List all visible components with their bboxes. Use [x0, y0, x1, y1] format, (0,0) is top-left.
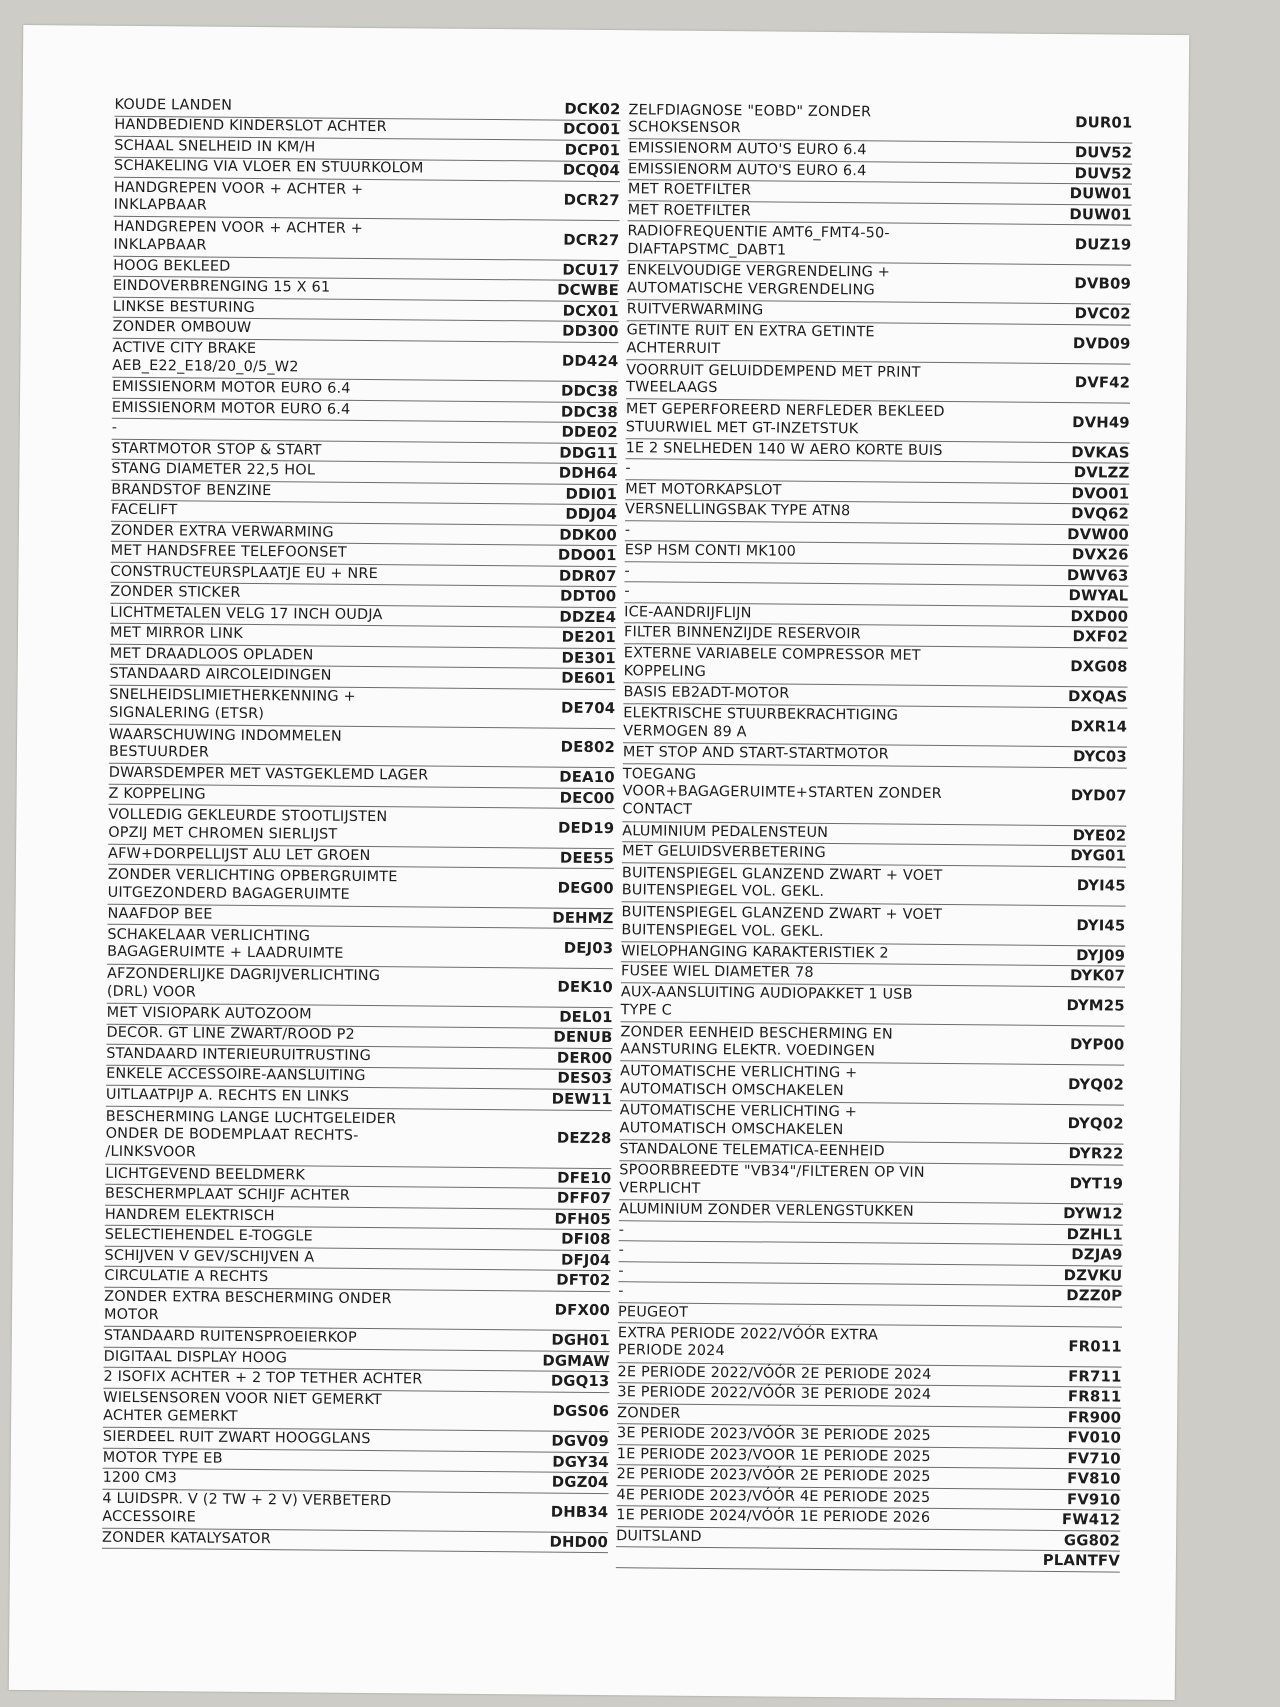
option-description: 4E PERIODE 2023/VÓÓR 4E PERIODE 2025 — [616, 1486, 931, 1506]
option-code: DYI45 — [1076, 916, 1126, 935]
option-description: MET STOP AND START-STARTMOTOR — [622, 744, 889, 763]
option-description: GETINTE RUIT EN EXTRA GETINTE ACHTERRUIT — [626, 322, 875, 357]
table-row — [108, 865, 614, 909]
option-code: FV010 — [1067, 1429, 1122, 1447]
option-description: EXTRA PERIODE 2022/VÓÓR EXTRA PERIODE 2024 — [617, 1324, 879, 1360]
option-description: WAARSCHUWING INDOMMELEN BESTUURDER — [108, 726, 343, 761]
option-description: WIELOPHANGING KARAKTERISTIEK 2 — [621, 942, 889, 962]
option-code: DXD00 — [1070, 607, 1129, 626]
option-code: DXG08 — [1070, 658, 1128, 676]
option-code: DDJ04 — [565, 505, 618, 524]
option-code: DFH05 — [554, 1210, 611, 1228]
option-description: - — [618, 1283, 624, 1300]
option-code: DE601 — [561, 669, 616, 688]
option-description: ZONDER KATALYSATOR — [102, 1529, 272, 1548]
option-description: AUX-AANSLUITING AUDIOPAKKET 1 USB TYPE C — [620, 984, 913, 1019]
option-code: DZJA9 — [1071, 1246, 1123, 1264]
table-row — [621, 983, 1125, 1027]
option-description: CIRCULATIE A RECHTS — [104, 1267, 269, 1286]
table-row — [109, 685, 615, 729]
table-row — [624, 644, 1128, 688]
table-row — [102, 1489, 608, 1533]
option-description: STANDALONE TELEMATICA-EENHEID — [619, 1141, 885, 1160]
option-code: FV810 — [1067, 1470, 1121, 1488]
option-code: DEK10 — [557, 978, 613, 997]
option-code: DVKAS — [1071, 443, 1130, 462]
table-row — [628, 100, 1132, 144]
table-row — [107, 964, 613, 1008]
option-description: HANDGREPEN VOOR + ACHTER + INKLAPBAAR — [113, 218, 364, 254]
option-description: MET MOTORKAPSLOT — [625, 481, 782, 499]
option-code: DFX00 — [554, 1301, 611, 1320]
option-description: - — [624, 522, 631, 539]
option-description: MET GELUIDSVERBETERING — [622, 843, 826, 862]
table-row — [102, 1529, 608, 1554]
option-code — [1052, 1316, 1122, 1317]
option-code: DDI01 — [565, 485, 618, 503]
option-description: EMISSIENORM AUTO'S EURO 6.4 — [628, 140, 867, 159]
option-code: DDC38 — [561, 382, 619, 401]
option-code: DYM25 — [1066, 997, 1125, 1015]
option-description: MET MIRROR LINK — [109, 624, 243, 643]
option-description: EMISSIENORM AUTO'S EURO 6.4 — [627, 161, 867, 180]
option-description: EINDOVERBRENGING 15 X 61 — [112, 277, 331, 296]
option-description: 2E PERIODE 2023/VÓÓR 2E PERIODE 2025 — [616, 1466, 931, 1485]
option-description: UITLAATPIJP A. RECHTS EN LINKS — [105, 1086, 350, 1105]
option-description: 3E PERIODE 2023/VÓÓR 3E PERIODE 2025 — [616, 1425, 932, 1444]
option-code: DCQ04 — [562, 162, 621, 180]
option-code: DZZ0P — [1066, 1287, 1123, 1305]
option-code: DCR27 — [563, 231, 620, 249]
option-code: DVC02 — [1074, 305, 1131, 323]
option-description: - — [618, 1221, 625, 1238]
option-description: ZONDER VERLICHTING OPBERGRUIMTE UITGEZONDERD BAGAGERUIMTE — [107, 866, 398, 903]
left-column — [102, 96, 621, 1554]
option-description: SCHAAL SNELHEID IN KM/H — [114, 137, 316, 156]
option-description: FILTER BINNENZIJDE RESERVOIR — [623, 624, 861, 643]
option-description: EMISSIENORM MOTOR EURO 6.4 — [112, 378, 351, 397]
option-description: MET HANDSFREE TELEFOONSET — [110, 542, 348, 561]
option-description: DUITSLAND — [616, 1527, 702, 1545]
option-code: DE301 — [561, 649, 616, 667]
option-code: DCWBE — [557, 281, 620, 300]
option-description: KOUDE LANDEN — [114, 96, 233, 114]
option-description: SCHAKELING VIA VLOER EN STUURKOLOM — [113, 158, 424, 177]
option-description: STANDAARD INTERIEURUITRUSTING — [106, 1045, 372, 1064]
option-description: ICE-AANDRIJFLIJN — [624, 604, 752, 622]
option-description: - — [625, 460, 631, 477]
option-description: EXTERNE VARIABELE COMPRESSOR MET KOPPELING — [623, 645, 921, 680]
table-row — [626, 400, 1130, 444]
option-code: DYJ09 — [1076, 946, 1126, 965]
option-code: DYI45 — [1076, 877, 1126, 895]
option-code: DED19 — [557, 819, 615, 837]
option-code: DCU17 — [562, 261, 620, 279]
option-code: DUW01 — [1069, 185, 1132, 203]
table-row — [105, 1106, 611, 1169]
option-code: DEL01 — [559, 1008, 613, 1027]
option-description: STARTMOTOR STOP & START — [111, 440, 322, 459]
option-code: DEA10 — [559, 769, 615, 787]
option-code: DUR01 — [1075, 114, 1133, 133]
option-description: ELEKTRISCHE STUURBEKRACHTIGING VERMOGEN 89 A — [623, 705, 899, 741]
option-code: DXF02 — [1072, 628, 1129, 646]
table-row — [620, 1062, 1124, 1106]
table-row — [109, 725, 615, 769]
option-description: NAAFDOP BEE — [107, 905, 213, 923]
option-code: DVH49 — [1072, 413, 1130, 432]
option-code: DVX26 — [1071, 546, 1129, 564]
option-code: DDE02 — [561, 423, 618, 442]
option-description: - — [624, 583, 630, 600]
option-code: DUV52 — [1074, 164, 1133, 183]
option-code: DYG01 — [1070, 847, 1127, 865]
option-description: SELECTIEHENDEL E-TOGGLE — [104, 1226, 313, 1245]
option-code: DXQAS — [1067, 688, 1128, 706]
option-description: ALUMINIUM PEDALENSTEUN — [622, 823, 829, 841]
option-code: DGMAW — [542, 1352, 610, 1370]
option-description: VOLLEDIG GEKLEURDE STOOTLIJSTEN OPZIJ MET CHROMEN SIERLIJST — [108, 806, 388, 843]
option-code: FR900 — [1067, 1408, 1122, 1427]
option-code: DCR27 — [563, 192, 620, 210]
option-code: DD300 — [562, 322, 619, 341]
option-description: 1E PERIODE 2024/VÓÓR 1E PERIODE 2026 — [616, 1507, 931, 1526]
option-code: DVQ62 — [1071, 505, 1130, 523]
option-description: ZELFDIAGNOSE "EOBD" ZONDER SCHOKSENSOR — [628, 101, 872, 137]
table-row — [107, 925, 613, 969]
table-row — [621, 903, 1125, 947]
option-code: FV710 — [1067, 1449, 1121, 1468]
option-description: TOEGANG VOOR+BAGAGERUIMTE+STARTEN ZONDER CONTACT — [622, 766, 942, 818]
option-code: DE201 — [561, 628, 617, 647]
option-description: BRANDSTOF BENZINE — [111, 481, 272, 499]
option-description: AFZONDERLIJKE DAGRIJVERLICHTING (DRL) VOOR — [106, 965, 381, 1001]
option-code: DDC38 — [560, 403, 619, 421]
option-description: ENKELVOUDIGE VERGRENDELING + AUTOMATISCHE VERGRENDELING — [626, 262, 891, 299]
option-description: SNELHEIDSLIMIETHERKENNING + SIGNALERING (ETSR) — [109, 686, 356, 722]
option-description: DECOR. GT LINE ZWART/ROOD P2 — [106, 1025, 355, 1044]
option-description: AFW+DORPELLIJST ALU LET GROEN — [107, 845, 371, 864]
option-description: RUITVERWARMING — [626, 301, 764, 319]
option-description: ALUMINIUM ZONDER VERLENGSTUKKEN — [618, 1201, 914, 1220]
option-description: MET ROETFILTER — [627, 202, 752, 220]
option-code: DVLZZ — [1073, 464, 1130, 482]
option-code: DDT00 — [559, 587, 617, 606]
option-description: HANDGREPEN VOOR + ACHTER + INKLAPBAAR — [113, 179, 364, 214]
option-code: DYQ02 — [1067, 1075, 1125, 1094]
option-description: STANDAARD RUITENSPROEIERKOP — [103, 1327, 357, 1347]
table-row — [113, 217, 619, 261]
option-description: AUTOMATISCHE VERLICHTING + AUTOMATISCH OMSCHAKELEN — [619, 1102, 858, 1139]
option-description: SCHIJVEN V GEV/SCHIJVEN A — [104, 1247, 315, 1266]
option-description: ENKELE ACCESSOIRE-AANSLUITING — [106, 1066, 366, 1085]
option-code: DFF07 — [556, 1189, 612, 1208]
option-code: FR811 — [1067, 1388, 1122, 1406]
option-code: DDO01 — [557, 546, 617, 565]
option-code: DZVKU — [1063, 1266, 1123, 1285]
option-description: BESCHERMING LANGE LUCHTGELEIDER ONDER DE BODEMPLAAT RECHTS- /LINKSVOOR — [105, 1108, 397, 1161]
option-description: - — [618, 1262, 624, 1279]
option-description: EMISSIENORM MOTOR EURO 6.4 — [111, 399, 351, 418]
option-description: DIGITAAL DISPLAY HOOG — [103, 1348, 288, 1366]
option-code: DGH01 — [551, 1331, 610, 1350]
table-row — [626, 321, 1130, 365]
option-code: DYK07 — [1069, 967, 1126, 985]
option-description: 4 LUIDSPR. V (2 TW + 2 V) VERBETERD ACCESSOIRE — [102, 1490, 392, 1526]
option-code: DGQ13 — [550, 1372, 610, 1391]
option-code: DVO01 — [1071, 484, 1130, 503]
option-code: FV910 — [1066, 1490, 1121, 1509]
option-code: DHB34 — [550, 1503, 609, 1522]
table-row — [108, 805, 614, 849]
option-description: 1E PERIODE 2023/VOOR 1E PERIODE 2025 — [616, 1445, 931, 1465]
option-description — [616, 1557, 1043, 1561]
option-description: WIELSENSOREN VOOR NIET GEMERKT ACHTER GEMERKT — [103, 1389, 382, 1425]
table-row — [620, 1022, 1124, 1066]
option-description: ZONDER — [617, 1404, 681, 1422]
option-code: DVW00 — [1067, 525, 1129, 544]
option-description: ESP HSM CONTI MK100 — [624, 542, 797, 561]
option-description: FUSEE WIEL DIAMETER 78 — [620, 963, 814, 982]
option-code: DD424 — [561, 352, 619, 371]
option-description: BESCHERMPLAAT SCHIJF ACHTER — [105, 1185, 351, 1205]
option-code: DUV52 — [1074, 144, 1133, 162]
table-row — [619, 1161, 1123, 1205]
option-code: DCX01 — [562, 302, 619, 320]
option-description: ZONDER EXTRA VERWARMING — [110, 522, 334, 541]
option-code: DGZ04 — [551, 1473, 609, 1492]
option-code: DFJ04 — [560, 1251, 611, 1269]
option-code: DER00 — [556, 1049, 613, 1068]
option-code: DGV09 — [551, 1432, 610, 1451]
table-row — [618, 1323, 1122, 1367]
table-row — [616, 1547, 1120, 1572]
option-description: SPOORBREEDTE "VB34"/FILTEREN OP VIN VERPLICHT — [619, 1162, 925, 1197]
option-code: FW412 — [1061, 1511, 1121, 1529]
table-row — [623, 704, 1127, 748]
paper-sheet — [9, 25, 1189, 1700]
option-code: DYW12 — [1063, 1205, 1124, 1223]
option-description: SCHAKELAAR VERLICHTING BAGAGERUIMTE + LAADRUIMTE — [107, 926, 344, 963]
option-code: DHD00 — [549, 1533, 609, 1552]
option-description: STANDAARD AIRCOLEIDINGEN — [109, 665, 332, 684]
option-description: LICHTMETALEN VELG 17 INCH OUDJA — [110, 604, 383, 623]
option-code: DGS06 — [552, 1402, 610, 1421]
option-code: DXR14 — [1070, 718, 1128, 736]
option-code: DYC03 — [1073, 748, 1128, 766]
option-description: HANDBEDIEND KINDERSLOT ACHTER — [114, 117, 387, 136]
option-code: DYE02 — [1072, 827, 1127, 845]
option-code: DEW11 — [551, 1090, 613, 1109]
option-code: DEJ03 — [563, 939, 614, 957]
option-code: DZHL1 — [1066, 1225, 1123, 1244]
option-code: DYQ02 — [1067, 1115, 1124, 1133]
option-description: FACELIFT — [110, 501, 178, 519]
table-row — [626, 360, 1130, 404]
option-code: DEC00 — [559, 789, 615, 808]
option-description: HANDREM ELEKTRISCH — [104, 1206, 275, 1224]
option-code: DFI08 — [561, 1230, 611, 1249]
option-description: AUTOMATISCHE VERLICHTING + AUTOMATISCH OMSCHAKELEN — [619, 1063, 858, 1099]
table-row — [103, 1388, 609, 1432]
right-column — [616, 100, 1133, 1572]
option-description: BASIS EB2ADT-MOTOR — [623, 684, 790, 702]
option-description: CONSTRUCTEURSPLAATJE EU + NRE — [110, 563, 378, 582]
option-code: FR711 — [1068, 1367, 1122, 1386]
option-description: LINKSE BESTURING — [112, 298, 255, 316]
option-description: DWARSDEMPER MET VASTGEKLEMD LAGER — [108, 765, 429, 784]
table-row — [622, 764, 1126, 827]
option-code: DYP00 — [1069, 1036, 1125, 1055]
option-description: HOOG BEKLEED — [113, 257, 231, 275]
option-description: MET ROETFILTER — [627, 181, 752, 199]
option-code: DWV63 — [1066, 566, 1129, 585]
option-code: DEG00 — [557, 879, 614, 897]
option-code: DES03 — [557, 1070, 613, 1088]
table-row — [620, 1101, 1124, 1145]
option-code: DE704 — [560, 699, 616, 718]
option-code: DCO01 — [563, 121, 621, 139]
option-description: BUITENSPIEGEL GLANZEND ZWART + VOET BUITENSPIEGEL VOL. GEKL. — [621, 864, 943, 901]
table-row — [112, 339, 618, 383]
option-description: MET VISIOPARK AUTOZOOM — [106, 1004, 312, 1023]
option-code: DDR07 — [558, 567, 617, 585]
option-code: DVF42 — [1074, 374, 1131, 393]
option-description: 2 ISOFIX ACHTER + 2 TOP TETHER ACHTER — [103, 1368, 423, 1388]
option-code: DYD07 — [1070, 787, 1127, 806]
option-description: ZONDER EENHEID BESCHERMING EN AANSTURING ELEKTR. VOEDINGEN — [620, 1023, 893, 1060]
option-code: DGY34 — [552, 1453, 609, 1471]
option-description: RADIOFREQUENTIE AMT6_FMT4-50- DIAFTAPSTMC_DABT1 — [627, 223, 890, 259]
option-code: DDZE4 — [559, 608, 617, 626]
option-description: PEUGEOT — [618, 1303, 689, 1321]
option-code: DUZ19 — [1074, 235, 1132, 254]
option-description: MET DRAADLOOS OPLADEN — [109, 645, 314, 664]
option-code: FR011 — [1068, 1337, 1122, 1356]
option-description: ZONDER OMBOUW — [112, 318, 252, 337]
option-code: DE802 — [560, 739, 616, 757]
option-code: DCK02 — [564, 100, 621, 119]
option-code: DFT02 — [556, 1271, 611, 1290]
option-description: VERSNELLINGSBAK TYPE ATN8 — [625, 501, 851, 520]
option-description: - — [111, 419, 118, 436]
option-description: VOORRUIT GELUIDDEMPEND MET PRINT TWEELAAGS — [626, 361, 921, 397]
option-description: MET GEPERFOREERD NERFLEDER BEKLEED STUURWIEL MET GT-INZETSTUK — [625, 401, 945, 437]
table-row — [627, 222, 1131, 266]
option-code: GG802 — [1063, 1531, 1121, 1550]
option-code: DDG11 — [559, 444, 618, 462]
option-code: DYT19 — [1069, 1175, 1124, 1193]
option-code: DEE55 — [559, 849, 615, 867]
option-code: DUW01 — [1069, 205, 1132, 224]
table-row — [114, 178, 620, 222]
option-code: DYR22 — [1068, 1145, 1124, 1163]
option-code: DENUB — [553, 1029, 613, 1047]
option-code: DFE10 — [557, 1169, 612, 1187]
option-code: DVB09 — [1074, 275, 1132, 293]
option-description: SIERDEEL RUIT ZWART HOOGGLANS — [102, 1428, 371, 1448]
option-description: 1E 2 SNELHEDEN 140 W AERO KORTE BUIS — [625, 440, 943, 459]
option-description: 3E PERIODE 2022/VÓÓR 3E PERIODE 2024 — [617, 1384, 932, 1403]
option-description: ZONDER STICKER — [110, 583, 241, 601]
table-row — [627, 261, 1131, 305]
option-code: PLANTFV — [1042, 1551, 1120, 1570]
option-description: - — [624, 563, 631, 580]
option-code: DEZ28 — [556, 1130, 612, 1148]
option-description: LICHTGEVEND BEELDMERK — [105, 1165, 306, 1184]
option-code: DDH64 — [558, 464, 618, 483]
option-code: DCP01 — [564, 141, 621, 160]
option-description: ZONDER EXTRA BESCHERMING ONDER MOTOR — [103, 1289, 392, 1324]
option-code: DEHMZ — [552, 909, 614, 927]
option-code: DDK00 — [559, 526, 617, 544]
option-code: DWYAL — [1068, 587, 1129, 605]
table-row — [104, 1288, 610, 1332]
option-description: ACTIVE CITY BRAKE AEB_E22_E18/20_0/5_W2 — [112, 340, 299, 376]
option-description: 1200 CM3 — [102, 1469, 178, 1487]
table-row — [622, 863, 1126, 907]
option-description: 2E PERIODE 2022/VÓÓR 2E PERIODE 2024 — [617, 1363, 932, 1383]
option-description: MOTOR TYPE EB — [102, 1449, 223, 1467]
option-code: DVD09 — [1072, 335, 1131, 353]
option-description: BUITENSPIEGEL GLANZEND ZWART + VOET BUITENSPIEGEL VOL. GEKL. — [621, 904, 943, 940]
option-description: Z KOPPELING — [108, 785, 206, 803]
option-description: STANG DIAMETER 22,5 HOL — [111, 460, 316, 479]
option-description: - — [618, 1242, 625, 1259]
